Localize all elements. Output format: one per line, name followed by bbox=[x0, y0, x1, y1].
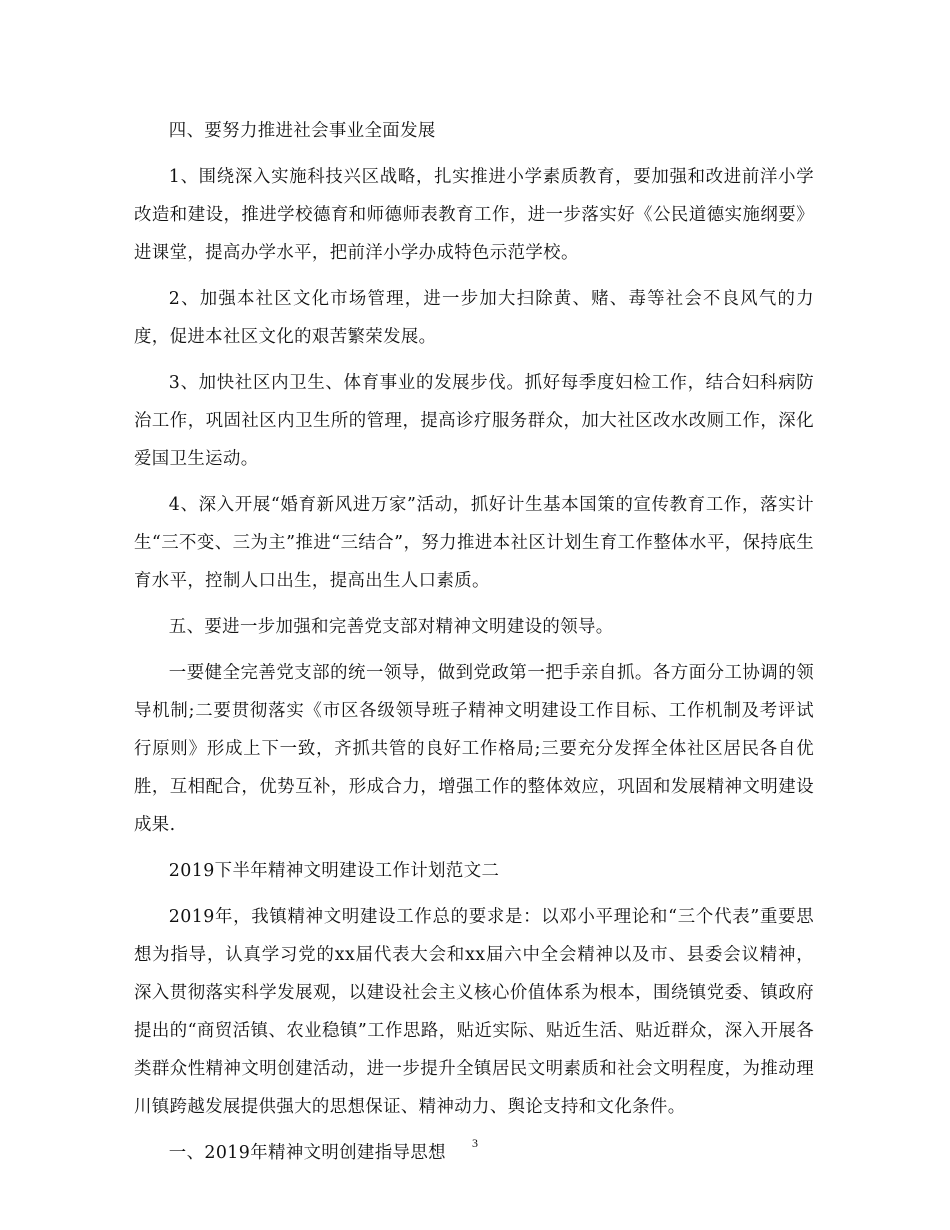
paragraph-item-1: 1、围绕深入实施科技兴区战略，扎实推进小学素质教育，要加强和改进前洋小学改造和建设，推进学校德育和师德师表教育工作，进一步落实好《公民道德实施纲要》进课堂，提高办学水平，把前洋小学办成特色示范学校。 bbox=[134, 167, 814, 263]
page-number: 3 bbox=[472, 1136, 478, 1150]
paragraph-2019-requirements: 2019年，我镇精神文明建设工作总的要求是：以邓小平理论和“三个代表”重要思想为指导，认真学习党的xx届代表大会和xx届六中全会精神以及市、县委会议精神，深入贯彻落实科学发展观，以建设社会主义核心价值体系为根本，围绕镇党委、镇政府提出的“商贸活镇、农业稳镇”工作思路，贴近实际、贴近生活、贴近群众，深入开展各类群众性精神文明创建活动，进一步提升全镇居民文明素质和社会文明程度，为推动理川镇跨越发展提供强大的思想保证、精神动力、舆论支持和文化条件。 bbox=[134, 907, 814, 1117]
section-heading-four: 四、要努力推进社会事业全面发展 bbox=[168, 121, 436, 141]
paragraph-leadership: 一要健全完善党支部的统一领导，做到党政第一把手亲自抓。各方面分工协调的领导机制;二要贯彻落实《市区各级领导班子精神文明建设工作目标、工作机制及考评试行原则》形成上下一致，齐抓共管的良好工作格局;三要充分发挥全体社区居民各自优胜，互相配合，优势互补，形成合力，增强工作的整体效应，巩固和发展精神文明建设成果. bbox=[134, 663, 814, 835]
paragraph-item-2: 2、加强本社区文化市场管理，进一步加大扫除黄、赌、毒等社会不良风气的力度，促进本社区文化的艰苦繁荣发展。 bbox=[134, 289, 814, 347]
section-heading-five: 五、要进一步加强和完善党支部对精神文明建设的领导。 bbox=[168, 617, 614, 637]
paragraph-item-3: 3、加快社区内卫生、体育事业的发展步伐。抓好每季度妇检工作，结合妇科病防治工作，巩固社区内卫生所的管理，提高诊疗服务群众，加大社区改水改厕工作，深化爱国卫生运动。 bbox=[134, 373, 814, 469]
paragraph-item-4: 4、深入开展“婚育新风进万家”活动，抓好计生基本国策的宣传教育工作，落实计生“三不变、三为主”推进“三结合”，努力推进本社区计划生育工作整体水平，保持底生育水平，控制人口出生，提高出生人口素质。 bbox=[134, 495, 814, 591]
document-body bbox=[134, 112, 814, 1180]
sample-two-title: 2019下半年精神文明建设工作计划范文二 bbox=[168, 861, 500, 881]
section-heading-guiding-thought: 一、2019年精神文明创建指导思想 bbox=[168, 1143, 446, 1163]
